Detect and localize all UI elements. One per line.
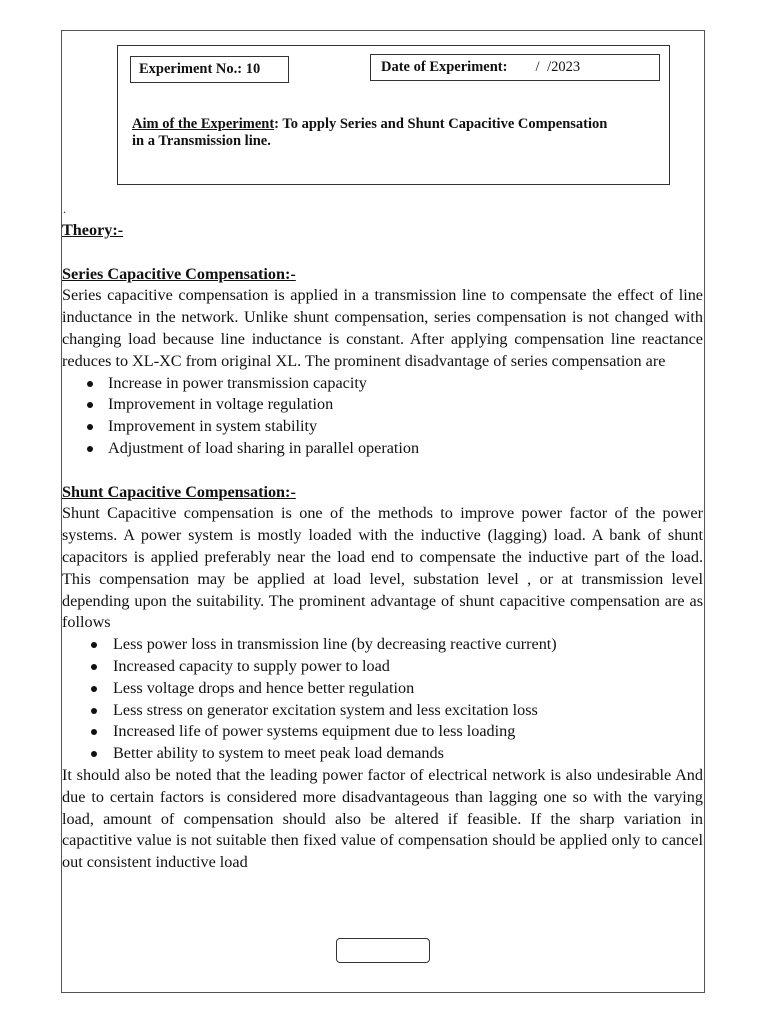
list-item: [62, 634, 703, 656]
series-heading: Series Capacitive Compensation:-: [62, 264, 296, 283]
date-label: Date of Experiment:: [381, 59, 508, 75]
bullet-icon: [91, 664, 97, 670]
list-item-text: Less power loss in transmission line (by decreasing reactive current): [113, 635, 557, 654]
list-item-text: Less stress on generator excitation system and less excitation loss: [113, 700, 538, 719]
experiment-date-box: [370, 54, 660, 81]
list-item-text: Better ability to system to meet peak load demands: [113, 744, 444, 763]
shunt-paragraph: Shunt Capacitive compensation is one of the methods to improve power factor of the power systems. A power system is mostly loaded with the inductive (lagging) load. A bank of shunt capacitors is applied preferably near the load end to compensate the inductive part of the load. This compensation may be applied at load level, substation level , or at transmission level depending upon the suitability. The prominent advantage of shunt capacitive compensation are as follows: [62, 504, 703, 632]
series-bullet-list: [62, 373, 703, 460]
page-number-box: [336, 938, 430, 963]
list-item-text: Less voltage drops and hence better regulation: [113, 678, 415, 697]
list-item: [62, 700, 703, 722]
list-item: [62, 394, 703, 416]
closing-paragraph: It should also be noted that the leading power factor of electrical network is also undesirable And due to certain factors is considered more disadvantageous than lagging one so with the varying load, amount of compensation should also be altered if feasible. If the sharp variation in capactitive value is not suitable then fixed value of compensation should be applied only to cancel out consistent inductive load: [62, 765, 703, 872]
experiment-number: Experiment No.: 10: [130, 56, 289, 83]
series-paragraph: Series capacitive compensation is applied in a transmission line to compensate the effect of line inductance in the network. Unlike shunt compensation, series compensation is not changed with changing load because line inductance is constant. After applying compensation line reactance reduces to XL-XC from original XL. The prominent disadvantage of series compensation are: [62, 286, 703, 370]
list-item-text: Increased life of power systems equipment due to less loading: [113, 722, 516, 741]
list-item: [62, 416, 703, 438]
bullet-icon: [87, 381, 93, 387]
list-item: [62, 373, 703, 395]
date-value: / /2023: [535, 59, 581, 75]
spacer: [62, 460, 703, 482]
bullet-icon: [91, 642, 97, 648]
theory-content: [62, 220, 703, 874]
bullet-icon: [87, 446, 93, 452]
list-item-text: Increase in power transmission capacity: [108, 373, 367, 392]
aim-of-experiment: [132, 116, 612, 150]
list-item-text: Adjustment of load sharing in parallel operation: [108, 438, 420, 457]
list-item-text: Improvement in voltage regulation: [108, 395, 334, 414]
list-item-text: Improvement in system stability: [108, 417, 318, 436]
shunt-bullet-list: [62, 634, 703, 765]
bullet-icon: [91, 708, 97, 714]
list-item: [62, 743, 703, 765]
list-item: [62, 678, 703, 700]
list-item: [62, 721, 703, 743]
shunt-heading: Shunt Capacitive Compensation:-: [62, 482, 296, 501]
stray-mark: .: [63, 202, 66, 216]
aim-label: Aim of the Experiment: [132, 116, 275, 132]
list-item: [62, 438, 703, 460]
bullet-icon: [91, 686, 97, 692]
bullet-icon: [87, 402, 93, 408]
bullet-icon: [91, 729, 97, 735]
bullet-icon: [91, 751, 97, 757]
list-item: [62, 656, 703, 678]
bullet-icon: [87, 424, 93, 430]
theory-heading: Theory:-: [62, 221, 124, 239]
list-item-text: Increased capacity to supply power to load: [113, 656, 390, 675]
aim-text: : To apply Series and Shunt Capacitive Compensation in a Transmission line.: [132, 116, 608, 149]
